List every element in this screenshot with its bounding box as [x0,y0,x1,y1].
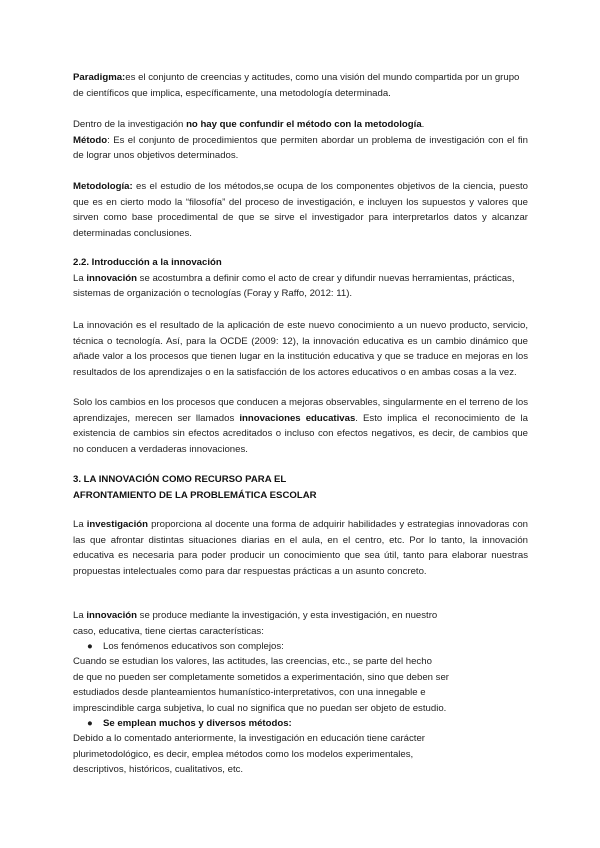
metodo-text: : Es el conjunto de procedimientos que permiten abordar un problema de investigación con el fin de lograr unos objetivos determinados. [73,134,528,162]
bullet-icon: ● [87,718,93,729]
bullet-item-2-label: Se emplean muchos y diversos métodos: [103,718,292,729]
valores-line-1: Cuando se estudian los valores, las actitudes, las creencias, etc., se parte del hecho [73,656,432,667]
metodologia-text: es el estudio de los métodos,se ocupa de los componentes objetivos de la ciencia, puesto que es en cierto modo la “filosofía” del proceso de investigación, e incluyen los supuestos y valores que sirven como base procedimental de que se sirve el investigador para interpretarlos datos y alcanzar determinadas conclusiones. [73,181,528,239]
metodos-line-2: plurimetodológico, es decir, emplea métodos como los modelos experimentales, [73,748,414,760]
section-2-2-paragraph [73,255,528,302]
cambios-text-1: Solo los cambios en los procesos que conducen a mejoras observables, singularmente en el terreno de los aprendizajes, merecen ser llamados [73,397,528,424]
section-2-2-heading: 2.2. Introducción a la innovación [73,257,222,268]
bullet-icon: ● [87,641,93,652]
innovaciones-educativas-term: innovaciones educativas [239,412,356,424]
metodos-line-3: descriptivos, históricos, cualitativos, etc. [73,764,244,776]
ocde-paragraph: La innovación es el resultado de la aplicación de este nuevo conocimiento a un nuevo producto, servicio, técnica o tecnología. Así, para la OCDE (2009: 12), la innovación educativa es un cambio dinámico que añade valor a los procesos que tienen lugar en la institución educativa y que se traduce en mejoras en los resultados de los aprendizajes o en la satisfacción de los actores educativos o en ambas cosas a la vez. [73,320,528,378]
cambios-paragraph [73,395,528,457]
metodo-term: Método [73,134,108,146]
investigacion-term: investigación [86,519,149,530]
caracteristicas-line-2: caso, educativa, tiene ciertas características: [73,625,264,637]
section-3-heading-line-2: AFRONTAMIENTO DE LA PROBLEMÁTICA ESCOLAR [73,489,317,501]
caracteristicas-paragraph [73,608,528,639]
paradigma-paragraph [73,70,528,101]
metodo-intro-bold: no hay que confundir el método con la metodología [186,119,422,130]
metodo-intro-end: . [421,119,425,130]
metodologia-term: Metodología: [73,181,133,192]
metodo-intro: Dentro de la investigación [73,119,187,130]
investigacion-paragraph [73,517,528,579]
caracteristicas-term: innovación [86,610,137,621]
metodos-paragraph [73,731,528,778]
investigacion-text: proporciona al docente una forma de adquirir habilidades y estrategias innovadoras con las que afrontar distintas situaciones diarias en el aula, en el centro, etc. Por lo tanto, la innovación educativa es necesaria para poder producir un conocimiento que sea útil, tanto para elaborar nuestras propuestas intelectuales como para dar respuestas prácticas a un asunto concreto. [73,519,528,577]
metodologia-paragraph [73,179,528,241]
paradigma-term: Paradigma: [73,72,126,83]
caracteristicas-pre: La [73,610,87,621]
metodos-line-1: Debido a lo comentado anteriormente, la investigación en educación tiene carácter [73,733,425,744]
section-3-heading-line-1: 3. LA INNOVACIÓN COMO RECURSO PARA EL [73,474,287,485]
bullet-item-2 [73,716,528,732]
valores-line-3: estudiados desde planteamientos humanístico-interpretativos, con una innegable e [73,687,426,699]
valores-line-4: imprescindible carga subjetiva, lo cual no significa que no puedan ser objeto de estudio. [73,702,447,714]
paradigma-text: es el conjunto de creencias y actitudes, como una visión del mundo compartida por un grupo de científicos que implica, específicamente, una metodología determinada. [73,72,520,99]
valores-line-2: de que no pueden ser completamente sometidos a experimentación, sino que deben ser [73,671,449,683]
investigacion-pre: La [73,519,87,530]
metodo-paragraph [73,117,528,164]
caracteristicas-line-1: se produce mediante la investigación, y esta investigación, en nuestro [136,610,438,621]
innovacion-pre: La [73,272,87,284]
valores-paragraph [73,654,528,716]
bullet-item-1-label: Los fenómenos educativos son complejos: [103,641,284,652]
innovacion-term: innovación [86,272,137,284]
innovacion-text: se acostumbra a definir como el acto de crear y difundir nuevas herramientas, prácticas, sistemas de organización o tecnologías (Foray y Raffo, 2012: 11). [73,272,515,300]
section-3-heading [73,472,528,503]
bullet-item-1 [73,639,528,655]
cambios-text-2: . Esto implica el reconocimiento de la existencia de cambios sin efectos acreditados o incluso con efectos negativos, es decir, de cambios que no conducen a verdaderas innovaciones. [73,412,528,455]
